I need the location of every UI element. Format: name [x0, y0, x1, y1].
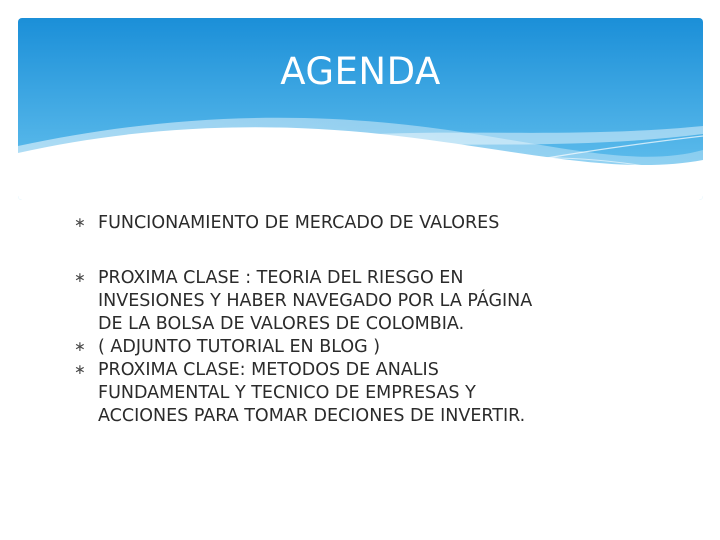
asterisk-bullet-icon: ∗	[74, 362, 86, 378]
agenda-item-line: DE LA BOLSA DE VALORES DE COLOMBIA.	[98, 314, 465, 334]
agenda-bullet-list	[74, 212, 674, 428]
agenda-item	[74, 336, 674, 359]
agenda-item	[74, 267, 674, 336]
header-band	[18, 18, 703, 200]
agenda-item-line: FUNDAMENTAL Y TECNICO DE EMPRESAS Y	[98, 383, 476, 403]
slide-title: AGENDA	[280, 50, 441, 93]
asterisk-bullet-icon: ∗	[74, 270, 86, 286]
agenda-item-line: FUNCIONAMIENTO DE MERCADO DE VALORES	[98, 213, 500, 233]
asterisk-bullet-icon: ∗	[74, 215, 86, 231]
agenda-item	[74, 359, 674, 428]
header-wave-graphic	[18, 18, 703, 200]
agenda-item-line: ( ADJUNTO TUTORIAL EN BLOG )	[98, 337, 381, 357]
agenda-item-line: ACCIONES PARA TOMAR DECIONES DE INVERTIR.	[98, 406, 526, 426]
agenda-item-line: PROXIMA CLASE : TEORIA DEL RIESGO EN	[98, 268, 464, 288]
agenda-item-line: PROXIMA CLASE: METODOS DE ANALIS	[98, 360, 439, 380]
asterisk-bullet-icon: ∗	[74, 339, 86, 355]
agenda-item	[74, 212, 674, 235]
agenda-item-line: INVESIONES Y HABER NAVEGADO POR LA PÁGINA	[98, 291, 533, 311]
